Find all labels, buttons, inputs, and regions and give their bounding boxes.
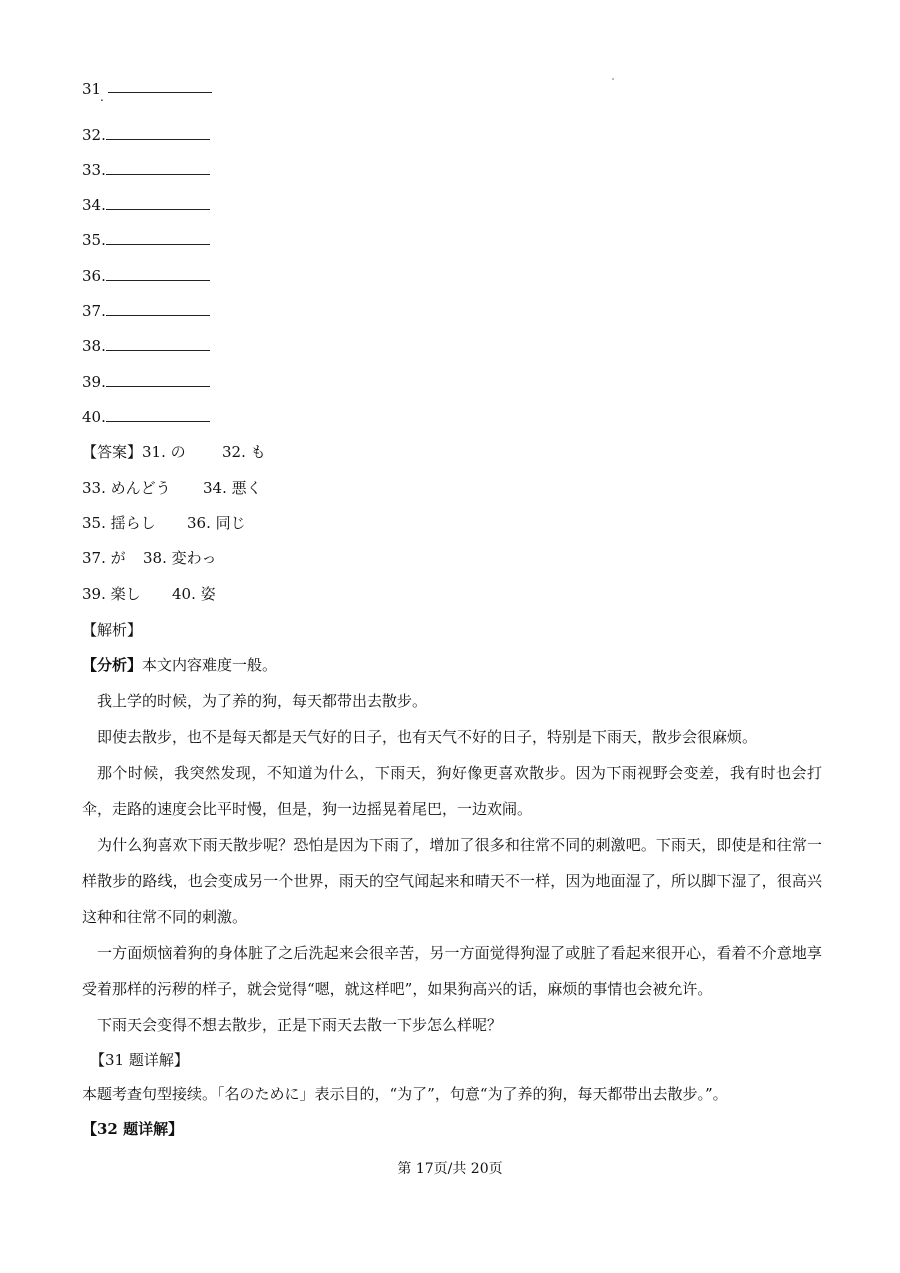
translation-paragraph: 下雨天会变得不想去散步，正是下雨天去散一下步怎么样呢？: [97, 1016, 503, 1034]
answer-row-3: [82, 512, 246, 534]
blank-number: 39.: [82, 373, 106, 391]
answer-item: 36. 同じ: [187, 514, 246, 532]
answer-blank-line: [108, 78, 212, 93]
scan-speck: [612, 78, 614, 80]
blank-row-40: [82, 406, 210, 428]
blank-row-37: [82, 300, 210, 322]
blank-number: 40.: [82, 408, 106, 426]
blank-number: 33.: [82, 161, 106, 179]
analysis-summary: [82, 654, 277, 676]
answer-row-1: [82, 441, 266, 463]
page-footer: 第 17页/共 20页: [397, 1161, 503, 1177]
analysis-summary-text: 本文内容难度一般。: [142, 656, 278, 674]
translation-paragraph: 那个时候，我突然发现，不知道为什么，下雨天，狗好像更喜欢散步。因为下雨视野会变差，我有时也会打伞，走路的速度会比平时慢，但是，狗一边摇晃着尾巴，一边欢闹。: [82, 764, 822, 818]
question-31-explanation: 本题考查句型接续。「名のために」表示目的，“为了”，句意“为了养的狗，每天都带出去散步。”。: [82, 1085, 728, 1103]
answer-row-5: [82, 583, 216, 605]
blank-dot: .: [100, 90, 104, 104]
blank-number: 32.: [82, 126, 106, 144]
blank-number: 31: [82, 80, 102, 98]
translation-paragraph: 一方面烦恼着狗的身体脏了之后洗起来会很辛苦，另一方面觉得狗湿了或脏了看起来很开心，看着不介意地享受着那样的污秽的样子，就会觉得“嗯，就这样吧”，如果狗高兴的话，麻烦的事情也会被允许。: [82, 944, 822, 998]
answer-blank-line: [106, 160, 210, 175]
translation-paragraph: 即使去散步，也不是每天都是天气好的日子，也有天气不好的日子，特别是下雨天，散步会很麻烦。: [97, 728, 758, 746]
answer-blank-line: [106, 230, 210, 245]
question-31-label: 【31 题详解】: [90, 1051, 189, 1069]
answer-blank-line: [106, 407, 210, 422]
translation-paragraph: 为什么狗喜欢下雨天散步呢？恐怕是因为下雨了，增加了很多和往常不同的刺激吧。下雨天，即使是和往常一样散步的路线，也会变成另一个世界，雨天的空气闻起来和晴天不一样，因为地面湿了，所以脚下湿了，很高兴这种和往常不同的刺激。: [82, 836, 822, 926]
answer-row-2: [82, 477, 262, 499]
blank-number: 35.: [82, 231, 106, 249]
answer-row-4: [82, 547, 217, 569]
blank-row-34: [82, 194, 210, 216]
blank-row-33: [82, 159, 210, 181]
question-32-label: 【32 题详解】: [82, 1120, 184, 1138]
answer-item: 38. 変わっ: [143, 549, 217, 567]
answer-item: 35. 揺らし: [82, 514, 156, 532]
answer-blank-line: [106, 266, 210, 281]
blank-row-35: [82, 229, 210, 251]
answer-item: 33. めんどう: [82, 479, 171, 497]
analysis-label: 【解析】: [82, 621, 143, 639]
answer-item: 34. 悪く: [203, 479, 262, 497]
blank-number: 36.: [82, 267, 106, 285]
blank-row-31: [82, 78, 282, 104]
translation-paragraph: 我上学的时候，为了养的狗，每天都带出去散步。: [97, 692, 428, 710]
answer-blank-line: [106, 125, 210, 140]
answer-blank-line: [106, 195, 210, 210]
analysis-tag: 【分析】: [82, 656, 143, 674]
answer-item: 32. も: [222, 443, 266, 461]
blank-number: 38.: [82, 337, 106, 355]
answer-blank-line: [106, 336, 210, 351]
blank-row-32: [82, 124, 210, 146]
answer-item: 40. 姿: [172, 585, 216, 603]
blank-row-36: [82, 265, 210, 287]
blank-row-39: [82, 371, 210, 393]
blank-row-38: [82, 335, 210, 357]
answer-item: 31. の: [142, 443, 186, 461]
answer-blank-line: [106, 301, 210, 316]
blank-number: 37.: [82, 302, 106, 320]
answer-label: 【答案】: [82, 443, 143, 461]
answer-blank-line: [106, 372, 210, 387]
answer-item: 37. が: [82, 549, 126, 567]
answer-item: 39. 楽し: [82, 585, 141, 603]
blank-number: 34.: [82, 196, 106, 214]
